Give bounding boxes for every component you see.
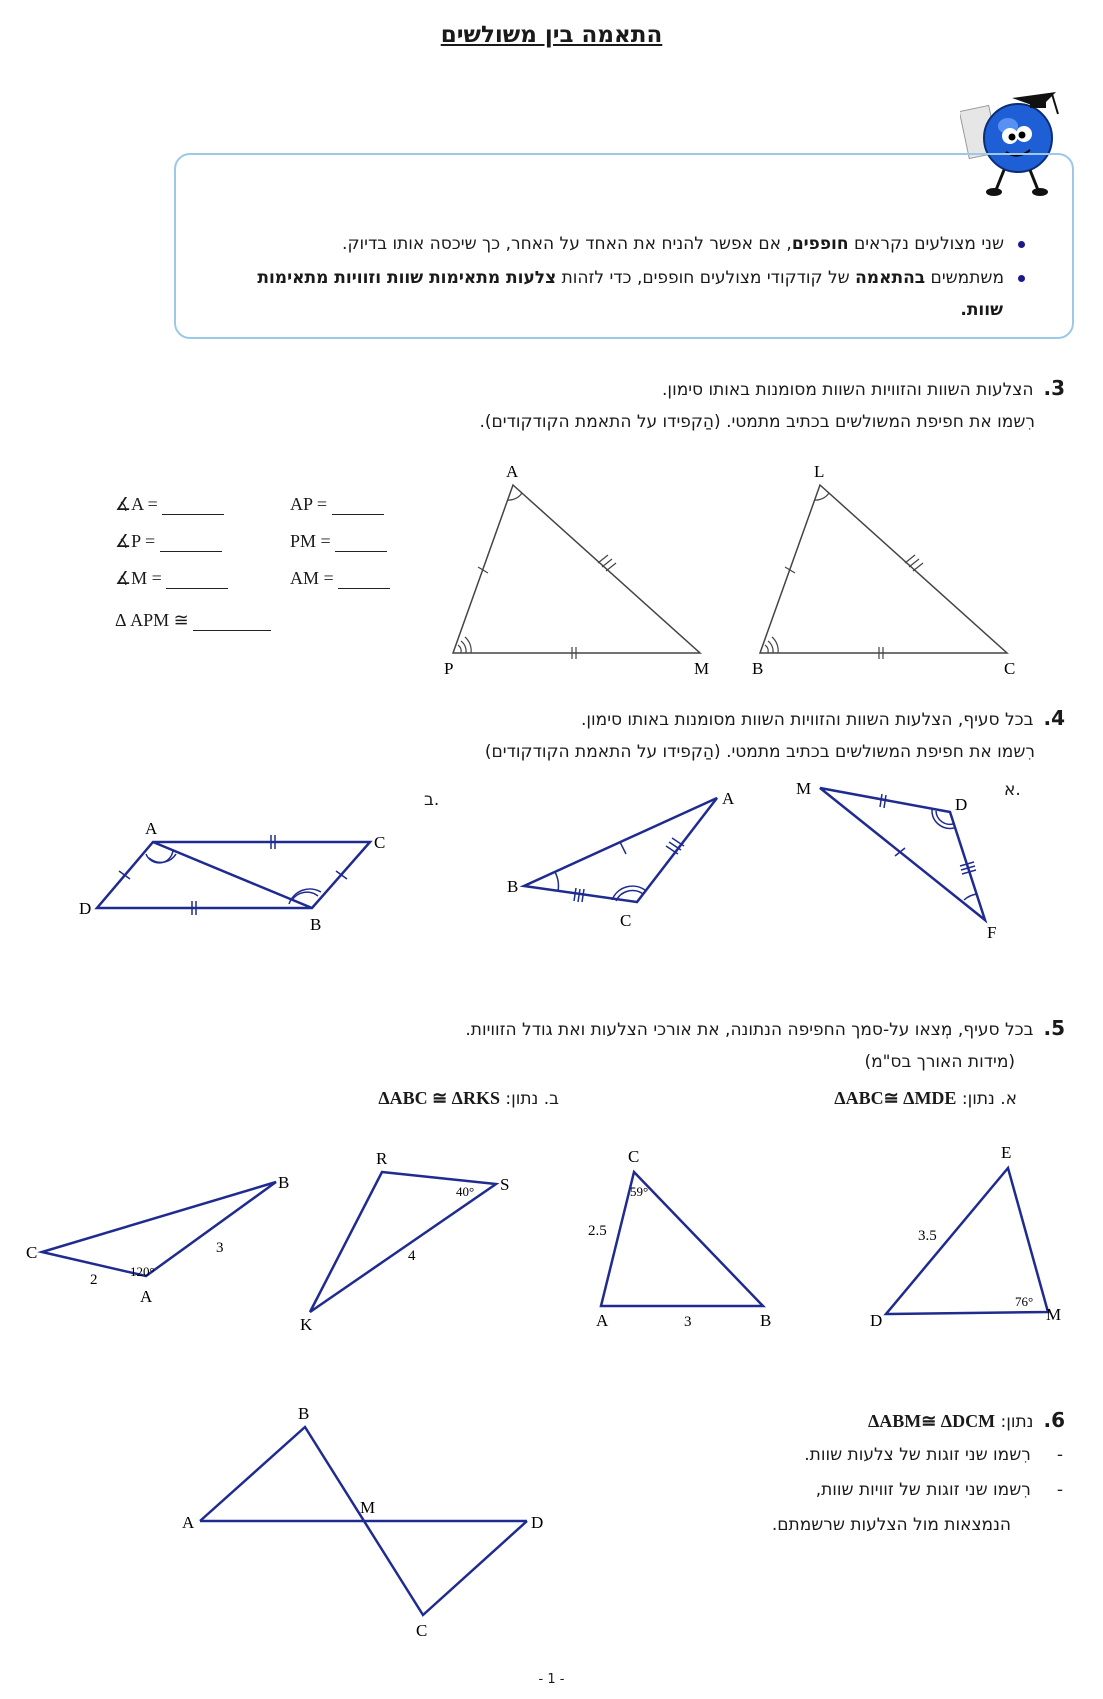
bullet-icon <box>1018 275 1025 282</box>
svg-text:C: C <box>628 1147 640 1166</box>
q5-part-a: א. נתון: ΔABC≅ ΔMDE <box>834 1088 1017 1109</box>
svg-text:B: B <box>507 877 519 896</box>
q3-answer-congruence: Δ APM ≅ <box>115 610 271 631</box>
q3-answer-am: AM = <box>290 568 390 589</box>
svg-text:M: M <box>796 779 812 798</box>
q5-figures <box>20 1140 1080 1340</box>
svg-text:3: 3 <box>684 1314 692 1330</box>
svg-text:A: A <box>596 1311 609 1330</box>
svg-text:C: C <box>416 1621 428 1640</box>
svg-text:3.5: 3.5 <box>918 1228 937 1244</box>
triangle-abc <box>524 798 717 902</box>
svg-text:C: C <box>26 1243 38 1262</box>
q3-line-2: רִשמו את חפיפת המשולשים בכתיב מתמטי. (הַקפידו על התאמת הקודקודים). <box>479 412 1035 432</box>
svg-text:2: 2 <box>90 1272 98 1288</box>
svg-text:3: 3 <box>216 1240 224 1256</box>
svg-text:2.5: 2.5 <box>588 1223 607 1239</box>
svg-text:F: F <box>987 923 997 942</box>
q6-figure <box>170 1405 560 1655</box>
svg-text:120°: 120° <box>130 1264 155 1279</box>
q5-line-1: 5.בכל סעיף, מְצאו על-סמך החפיפה הנתונה, את אורכי הצלעות ואת גודל הזוויות. <box>465 1016 1065 1040</box>
vertex-label-a: A <box>506 462 519 481</box>
vertex-label-p: P <box>444 659 454 678</box>
triangle-lbc <box>760 485 1007 653</box>
vertex-label-b: B <box>752 659 764 678</box>
q6-given: 6.נתון: ΔABM≅ ΔDCM <box>867 1408 1065 1432</box>
svg-text:K: K <box>300 1315 313 1334</box>
triangle-edm <box>886 1168 1048 1314</box>
q5-line-2: (מידות האורך בס"מ) <box>864 1052 1015 1072</box>
svg-text:A: A <box>722 789 735 808</box>
svg-text:B: B <box>760 1311 772 1330</box>
svg-text:D: D <box>531 1513 544 1532</box>
svg-text:B: B <box>298 1405 310 1423</box>
q3-answer-ap: AP = <box>290 494 384 515</box>
q3-answer-angle-m: ∡M = <box>115 568 228 589</box>
svg-text:40°: 40° <box>456 1184 475 1199</box>
triangle-apm <box>453 485 700 653</box>
svg-text:E: E <box>1001 1143 1012 1162</box>
q6-item-2b: הנמצאות מול הצלעות שרשמתם. <box>771 1515 1011 1535</box>
q4-part-b-label: ב. <box>424 790 440 810</box>
triangle-cab-2 <box>601 1172 763 1306</box>
definition-line-1: שני מצולעים נקראים חופפים, אם אפשר להניח את האחד על האחר, כך שיכסה אותו בדיוק. <box>342 234 1025 254</box>
page-title: התאמה בין משולשים <box>440 22 663 48</box>
svg-text:D: D <box>955 795 968 814</box>
svg-text:R: R <box>376 1149 388 1168</box>
q4-part-a-label: א. <box>1004 780 1021 800</box>
svg-text:B: B <box>310 915 322 934</box>
svg-text:59°: 59° <box>630 1184 649 1199</box>
svg-text:C: C <box>374 833 386 852</box>
svg-text:4: 4 <box>408 1248 416 1264</box>
svg-text:76°: 76° <box>1015 1294 1034 1309</box>
q5-part-b: ב. נתון: ΔABC ≅ ΔRKS <box>378 1088 559 1109</box>
q4-line-2: רִשמו את חפיפת המשולשים בכתיב מתמטי. (הַקפידו על התאמת הקודקודים) <box>484 742 1035 762</box>
q6-item-2: -רִשמו שני זוגות של זוויות שוות, <box>815 1480 1063 1500</box>
svg-text:A: A <box>140 1287 153 1306</box>
vertex-label-l: L <box>814 462 825 481</box>
q4-figures <box>60 770 1060 950</box>
svg-text:B: B <box>278 1173 290 1192</box>
svg-text:C: C <box>620 911 632 930</box>
q3-triangles-figure <box>430 455 1030 680</box>
triangle-cab <box>42 1182 276 1276</box>
q4-line-1: 4.בכל סעיף, הצלעות השוות והזוויות השוות מסומנות באותו סימון. <box>580 706 1065 730</box>
svg-text:M: M <box>360 1498 376 1517</box>
vertex-label-c: C <box>1004 659 1016 678</box>
svg-text:D: D <box>79 899 92 918</box>
svg-text:A: A <box>182 1513 195 1532</box>
q3-answer-angle-p: ∡P = <box>115 531 222 552</box>
definition-line-3: שוות. <box>960 300 1003 320</box>
q3-answer-pm: PM = <box>290 531 387 552</box>
definition-line-2: משתמשים בהתאמה של קודקודי מצולעים חופפים, כדי לזהות צלעות מתאימות שוות וזוויות מתאימות <box>257 268 1025 288</box>
svg-text:D: D <box>870 1311 883 1330</box>
page-number: - 1 - <box>538 1672 565 1687</box>
svg-text:A: A <box>145 819 158 838</box>
svg-text:S: S <box>500 1175 510 1194</box>
q3-line-1: 3.הצלעות השוות והזוויות השוות מסומנות באותו סימון. <box>662 376 1065 400</box>
vertex-label-m: M <box>694 659 710 678</box>
svg-text:M: M <box>1046 1305 1062 1324</box>
q3-answer-angle-a: ∡A = <box>115 494 224 515</box>
bullet-icon <box>1018 241 1025 248</box>
q6-item-1: -רִשמו שני זוגות של צלעות שוות. <box>804 1445 1063 1465</box>
